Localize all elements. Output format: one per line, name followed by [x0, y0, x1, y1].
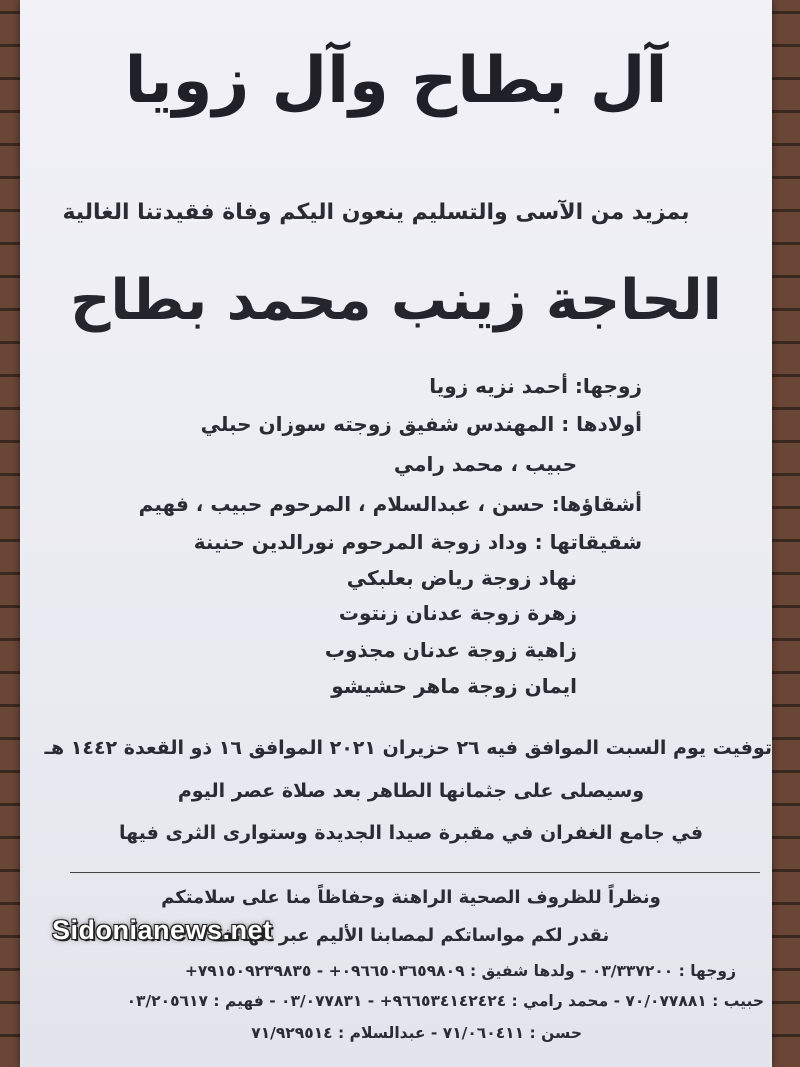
relative-children: أولادها : المهندس شفيق زوجته سوزان حبلي [200, 412, 642, 436]
condolence-line-1: ونظراً للظروف الصحية الراهنة وحفاظاً منا على سلامتكم [161, 887, 661, 908]
deceased-name: الحاجة زينب محمد بطاح [70, 268, 722, 333]
intro-line: بمزيد من الآسى والتسليم ينعون اليكم وفاة فقيدتنا الغالية [62, 200, 690, 225]
relative-husband: زوجها: أحمد نزيه زويا [429, 374, 642, 398]
section-divider [70, 872, 760, 873]
relative-children-cont: حبيب ، محمد رامي [393, 452, 577, 476]
phone-line-2: حبيب : ٧٠/٠٧٧٨٨١ - محمد رامي : ٩٦٦٥٣٤١٤٢٤٢٤+ - ٠٣/٠٧٧٨٣١ - فهيم : ٠٣/٢٠٥٦١٧ [126, 992, 764, 1010]
site-watermark: Sidonianews.net [52, 915, 273, 945]
brick-wall-left [0, 0, 20, 1067]
phone-line-1: زوجها : ٠٣/٣٣٧٢٠٠ - ولدها شفيق : ٠٩٦٦٥٠٣٦٥٩٨٠٩+ - ٧٩١٥٠٩٢٣٩٨٣٥+ [184, 962, 736, 980]
relative-sister-2: نهاد زوجة رياض بعلبكي [346, 566, 577, 590]
family-title: آل بطاح وآل زويا [124, 44, 668, 118]
relative-sisters: شقيقاتها : وداد زوجة المرحوم نورالدين حنينة [193, 530, 642, 554]
relative-sister-4: زاهية زوجة عدنان مجذوب [324, 638, 577, 662]
phone-line-3: حسن : ٧١/٠٦٠٤١١ - عبدالسلام : ٧١/٩٢٩٥١٤ [251, 1024, 582, 1042]
prayer-line: وسيصلى على جثمانها الطاهر بعد صلاة عصر اليوم [177, 780, 645, 802]
relative-sister-5: ايمان زوجة ماهر حشيشو [331, 674, 577, 698]
condolence-line-2: نقدر لكم مواساتكم لمصابنا الأليم عبر الهاتف [212, 925, 610, 946]
relative-brothers: أشقاؤها: حسن ، عبدالسلام ، المرحوم حبيب ، فهيم [138, 492, 642, 516]
burial-line: في جامع الغفران في مقبرة صيدا الجديدة وستوارى الثرى فيها [118, 822, 704, 844]
death-date-line: توفيت يوم السبت الموافق فيه ٢٦ حزيران ٢٠٢١ الموافق ١٦ ذو القعدة ١٤٤٢ هـ [44, 737, 772, 759]
brick-wall-right [772, 0, 800, 1067]
relative-sister-3: زهرة زوجة عدنان زنتوت [338, 601, 577, 625]
obituary-paper [20, 0, 772, 1067]
